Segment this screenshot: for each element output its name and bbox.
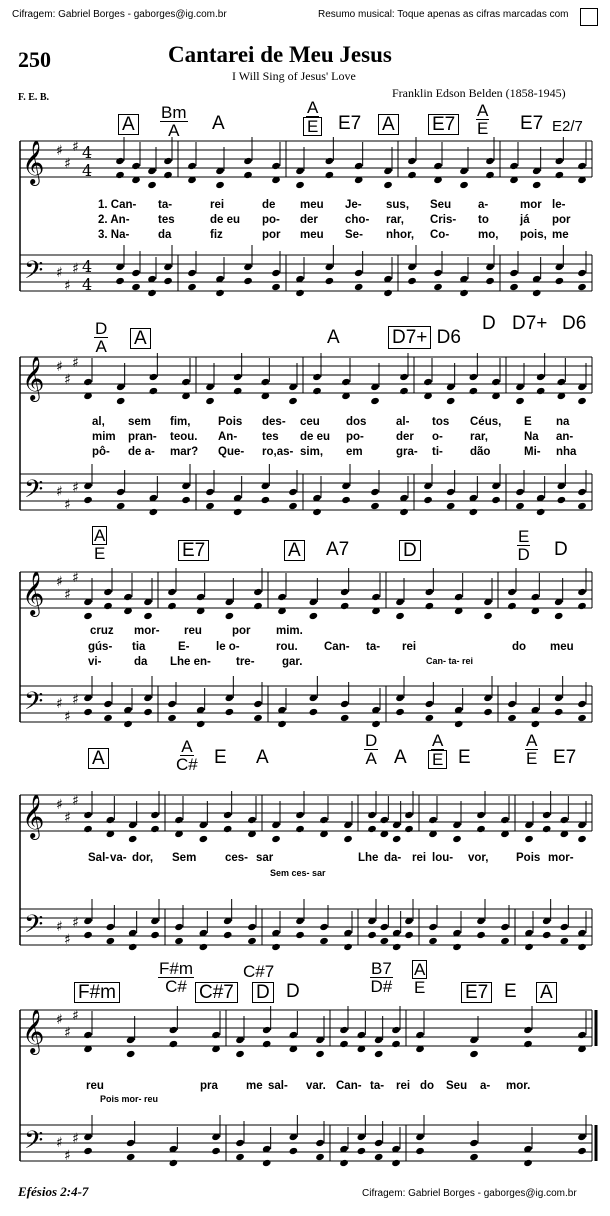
hymn-title: Cantarei de Meu Jesus (168, 42, 392, 67)
lyric-syllable: Que- (218, 446, 245, 458)
lyric-syllable: le o- (216, 641, 240, 653)
lyric-syllable: da- (384, 852, 402, 864)
lyric-syllable: Sem (172, 852, 197, 864)
treble-clef-icon: 𝄞 (22, 794, 45, 838)
lyric-syllable: tes (158, 214, 175, 226)
treble-clef-icon: 𝄞 (22, 356, 45, 400)
chord: E (458, 747, 471, 768)
chord-marked: A (284, 540, 305, 561)
chord: D7+ (512, 313, 548, 334)
lyric-syllable: An- (218, 431, 238, 443)
lyric-syllable: va- (110, 852, 127, 864)
lyric-syllable: de (262, 199, 276, 211)
lyric-syllable: al, (92, 416, 105, 428)
lyric-syllable: rou. (276, 641, 298, 653)
treble-clef-icon: 𝄞 (22, 571, 45, 615)
lyric-syllable: pô- (92, 446, 110, 458)
sharp-icon: ♯ (64, 1148, 71, 1164)
lyric-syllable: meu (300, 199, 324, 211)
lyric-syllable: Sal- (88, 852, 110, 864)
lyric-syllable: der (396, 431, 414, 443)
lyric-syllable: rar, (386, 214, 404, 226)
sharp-icon: ♯ (72, 139, 79, 155)
lyric-syllable: 1. Can- (98, 199, 137, 211)
lyric-syllable: ta- (370, 1080, 385, 1092)
lyric-syllable: tes (262, 431, 279, 443)
chord-marked: E7 (428, 114, 459, 135)
header-credit: Cifragem: Gabriel Borges - gaborges@ig.com.br (12, 9, 227, 20)
chord-slash: $\frac{B7}{D\#}$ (370, 959, 393, 996)
chord: E (504, 981, 517, 1002)
lyric-syllable: an- (556, 431, 574, 443)
lyric-syllable: lou- (432, 852, 454, 864)
lyric-syllable: rei (402, 641, 417, 653)
sharp-icon: ♯ (64, 932, 71, 948)
chord-marked: A (536, 982, 557, 1003)
lyric-syllable: da (158, 229, 172, 241)
lyric-syllable: Can- (336, 1080, 362, 1092)
lyric-syllable: ta- (366, 641, 381, 653)
lyric-syllable: Can- (324, 641, 350, 653)
chord: D (554, 539, 568, 560)
lyric-syllable: Seu (430, 199, 452, 211)
lyric-syllable: Na (524, 431, 539, 443)
sharp-icon: ♯ (56, 359, 63, 375)
lyric-syllable: der (300, 214, 318, 226)
hymn-number: 250 (18, 47, 51, 72)
chord-marked: A (378, 114, 399, 135)
bass-staff (20, 1125, 592, 1164)
lyric-syllable: var. (306, 1080, 326, 1092)
lyric-syllable: em (346, 446, 363, 458)
lyric-syllable: rei (412, 852, 427, 864)
sharp-icon: ♯ (56, 484, 63, 500)
treble-clef-icon: 𝄞 (22, 1009, 45, 1053)
lyric-syllable: Se- (345, 229, 363, 241)
echo-lyric: Sem ces- sar (270, 868, 326, 878)
lyric-syllable: Seu (446, 1080, 468, 1092)
lyric-syllable: ceu (300, 416, 320, 428)
lyric-syllable: sim, (300, 446, 324, 458)
lyric-syllable: mor (520, 199, 542, 211)
lyric-syllable: rar, (470, 431, 488, 443)
lyric-syllable: já (520, 214, 530, 226)
lyric-syllable: pois, (520, 229, 547, 241)
chord-slash: $\frac{F\#m}{C\#}$ (159, 959, 193, 996)
lyric-syllable: po- (262, 214, 280, 226)
chord: D (286, 981, 300, 1002)
sharp-icon: ♯ (72, 261, 79, 277)
sharp-icon: ♯ (56, 1012, 63, 1028)
lyric-syllable: des- (262, 416, 286, 428)
lyric-syllable: fim, (170, 416, 191, 428)
sharp-icon: ♯ (56, 143, 63, 159)
lyric-syllable: tre- (236, 656, 255, 668)
lyric-syllable: mo, (478, 229, 499, 241)
chord-slash-marked: $\frac{A}{E}$ (94, 526, 106, 563)
chord-slash: $\frac{A}{E}$ (526, 731, 538, 768)
sharp-icon: ♯ (64, 278, 71, 294)
lyric-syllable: me (246, 1080, 263, 1092)
sharp-icon: ♯ (56, 797, 63, 813)
lyric-syllable: al- (396, 416, 410, 428)
chord-slash: $\frac{A}{C\#}$ (176, 737, 198, 774)
lyric-syllable: mor- (134, 625, 160, 637)
time-signature: 4 (82, 161, 93, 180)
lyric-syllable: tos (432, 416, 450, 428)
lyric-syllable: do (420, 1080, 435, 1092)
sharp-icon: ♯ (72, 1131, 79, 1147)
lyric-syllable: Lhe (358, 852, 379, 864)
lyric-syllable: por (232, 625, 251, 637)
lyric-syllable: le- (552, 199, 566, 211)
bass-clef-icon: 𝄢 (24, 256, 44, 291)
chord-marked: A (118, 114, 139, 135)
sharp-icon: ♯ (72, 480, 79, 496)
lyric-syllable: de a- (128, 446, 155, 458)
lyric-syllable: mor. (506, 1080, 531, 1092)
lyric-syllable: mim. (276, 625, 303, 637)
bass-clef-icon: 𝄢 (24, 910, 44, 945)
lyric-syllable: E (524, 416, 532, 428)
lyric-syllable: Pois (516, 852, 541, 864)
chord: A7 (326, 539, 350, 560)
chord-slash: $\frac{E}{D}$ (517, 527, 530, 564)
chord: A (394, 747, 407, 768)
lyric-syllable: Lhe en- (170, 656, 211, 668)
chord-slash: $\frac{Bm}{A}$ (161, 103, 187, 140)
treble-staff (20, 139, 592, 186)
lyric-syllable: sal- (268, 1080, 288, 1092)
lyric-syllable: to (478, 214, 489, 226)
lyric-syllable: vi- (88, 656, 102, 668)
lyric-syllable: dor, (132, 852, 154, 864)
chord-marked: E7 (461, 982, 492, 1003)
chord-slash: $\frac{A}{E}$ (477, 101, 489, 138)
lyric-syllable: na (556, 416, 570, 428)
sharp-icon: ♯ (56, 1135, 63, 1151)
lyric-syllable: o- (432, 431, 443, 443)
sharp-icon: ♯ (72, 1008, 79, 1024)
lyric-syllable: de eu (300, 431, 331, 443)
header-summary: Resumo musical: Toque apenas as cifras marcadas com (318, 9, 569, 20)
lyric-syllable: Pois (218, 416, 243, 428)
lyric-syllable: meu (550, 641, 574, 653)
chord: E7 (553, 747, 577, 768)
lyric-syllable: vor, (468, 852, 489, 864)
lyric-syllable: Mi- (524, 446, 541, 458)
sharp-icon: ♯ (64, 156, 71, 172)
chord: A (212, 113, 225, 134)
hymn-initials: F. E. B. (18, 92, 50, 103)
sharp-icon: ♯ (72, 915, 79, 931)
lyric-syllable: nhor, (386, 229, 415, 241)
lyric-syllable: cho- (345, 214, 370, 226)
chord: E (214, 747, 227, 768)
chord-marked: C#7 (195, 982, 238, 1003)
chord: D6 (562, 313, 587, 334)
chord-marked: D (399, 540, 421, 561)
time-signature: 4 (82, 275, 93, 294)
lyric-syllable: Je- (345, 199, 362, 211)
chord: E2/7 (552, 118, 583, 135)
lyric-syllable: tia (132, 641, 146, 653)
bass-staff (20, 255, 592, 294)
lyric-syllable: gús- (88, 641, 113, 653)
chord-marked: D (252, 982, 274, 1003)
bass-clef-icon: 𝄢 (24, 475, 44, 510)
lyric-syllable: fiz (210, 229, 223, 241)
lyric-syllable: Céus, (470, 416, 502, 428)
lyric-syllable: rei (396, 1080, 411, 1092)
bass-clef-icon: 𝄢 (24, 1126, 44, 1161)
chord: C#7 (243, 962, 275, 981)
sharp-icon: ♯ (72, 570, 79, 586)
lyric-syllable: ces- (225, 852, 249, 864)
lyric-syllable: a- (478, 199, 489, 211)
sharp-icon: ♯ (64, 709, 71, 725)
lyric-syllable: E- (178, 641, 190, 653)
chord-slash: $\frac{D}{A}$ (365, 731, 378, 768)
lyric-syllable: me (552, 229, 569, 241)
lyric-syllable: de eu (210, 214, 241, 226)
lyric-syllable: meu (300, 229, 324, 241)
lyric-syllable: ro,as- (262, 446, 294, 458)
sharp-icon: ♯ (64, 810, 71, 826)
hymn-subtitle: I Will Sing of Jesus' Love (232, 69, 356, 83)
lyric-syllable: reu (86, 1080, 104, 1092)
footer-credit: Cifragem: Gabriel Borges - gaborges@ig.com.br (362, 1188, 577, 1199)
sharp-icon: ♯ (64, 372, 71, 388)
lyric-syllable: mor- (548, 852, 574, 864)
lyric-syllable: mim (92, 431, 116, 443)
hymn-author: Franklin Edson Belden (1858-1945) (392, 86, 566, 100)
chord-marked: A (88, 748, 109, 769)
scripture-reference: Efésios 2:4-7 (18, 1184, 89, 1199)
lyric-syllable: a- (480, 1080, 491, 1092)
chord: E7 (520, 113, 544, 134)
chord-slash: $\frac{D}{A}$ (95, 319, 108, 356)
bass-clef-icon: 𝄢 (24, 687, 44, 722)
sharp-icon: ♯ (64, 497, 71, 513)
chord-slash-marked: $\frac{A}{E}$ (303, 99, 322, 136)
chord: D (482, 313, 496, 334)
lyric-syllable: mar? (170, 446, 199, 458)
chord: E7 (338, 113, 362, 134)
sharp-icon: ♯ (64, 1025, 71, 1041)
lyric-syllable: pra (200, 1080, 218, 1092)
time-signature: 4 (82, 143, 93, 162)
sharp-icon: ♯ (56, 919, 63, 935)
sharp-icon: ♯ (72, 355, 79, 371)
chord-slash-marked: $\frac{A}{E}$ (428, 732, 447, 769)
sharp-icon: ♯ (56, 696, 63, 712)
lyric-syllable: ta- (158, 199, 173, 211)
lyric-syllable: dão (470, 446, 491, 458)
lyric-syllable: reu (184, 625, 202, 637)
treble-staff (20, 1008, 592, 1055)
lyric-syllable: sem (128, 416, 152, 428)
sharp-icon: ♯ (64, 587, 71, 603)
sharp-icon: ♯ (72, 692, 79, 708)
lyric-syllable: Cris- (430, 214, 457, 226)
lyric-syllable: nha (556, 446, 577, 458)
sharp-icon: ♯ (72, 793, 79, 809)
lyric-syllable: ti- (432, 446, 443, 458)
treble-clef-icon: 𝄞 (22, 140, 45, 184)
chord: A (327, 327, 340, 348)
lyric-syllable: dos (346, 416, 367, 428)
lyric-syllable: gar. (282, 656, 303, 668)
lyric-syllable: 2. An- (98, 214, 130, 226)
time-signature: 4 (82, 257, 93, 276)
lyric-syllable: da (134, 656, 148, 668)
lyric-syllable: cruz (90, 625, 114, 637)
lyric-syllable: pran- (128, 431, 157, 443)
lyric-syllable: 3. Na- (98, 229, 130, 241)
lyric-syllable: por (552, 214, 571, 226)
echo-lyric: Can- ta- rei (426, 656, 474, 666)
lyric-syllable: teou. (170, 431, 198, 443)
echo-lyric: Pois mor- reu (100, 1094, 159, 1104)
sharp-icon: ♯ (56, 265, 63, 281)
chord-marked: E7 (178, 540, 209, 561)
chord-slash-marked: $\frac{A}{E}$ (414, 960, 426, 997)
lyric-syllable: sar (256, 852, 274, 864)
lyric-syllable: gra- (396, 446, 418, 458)
chord: A (256, 747, 269, 768)
lyric-syllable: po- (346, 431, 364, 443)
lyric-syllable: rei (210, 199, 225, 211)
chord-marked: F#m (74, 982, 120, 1003)
lyric-syllable: sus, (386, 199, 410, 211)
chord-marked-group: D7+ D6 (388, 328, 461, 347)
chord-marked: A (130, 328, 151, 349)
lyric-syllable: do (512, 641, 527, 653)
lyric-syllable: Co- (430, 229, 450, 241)
sharp-icon: ♯ (56, 574, 63, 590)
lyric-syllable: por (262, 229, 281, 241)
